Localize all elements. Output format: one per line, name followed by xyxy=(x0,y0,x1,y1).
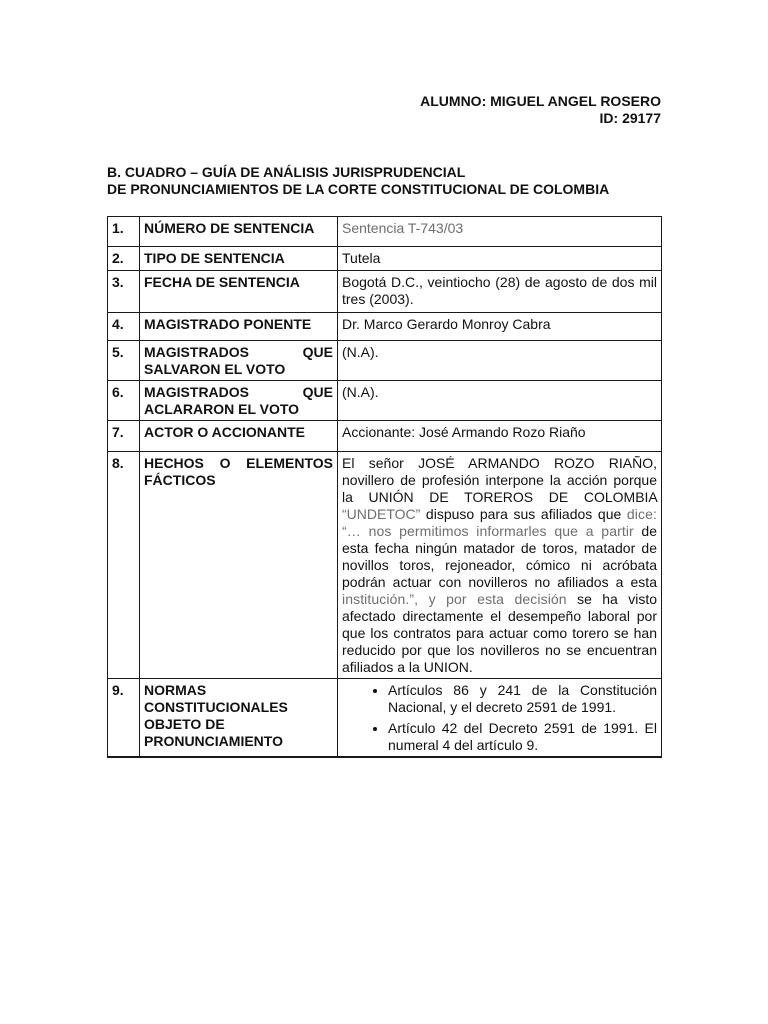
heading-line-2: DE PRONUNCIAMIENTOS DE LA CORTE CONSTITUCIONAL DE COLOMBIA xyxy=(107,181,610,197)
row-number: 3. xyxy=(108,271,140,313)
list-item: • Artículos 86 y 241 de la Constitución Nacional, y el decreto 2591 de 1991. xyxy=(388,682,657,716)
list-item: • Artículo 42 del Decreto 2591 de 1991. El numeral 4 del artículo 9. xyxy=(388,720,657,754)
table-row xyxy=(108,381,662,421)
student-info xyxy=(420,93,661,127)
row-label-line-1: HECHOS O ELEMENTOS xyxy=(144,455,333,471)
row-value: Bogotá D.C., veintiocho (28) de agosto de dos mil tres (2003). xyxy=(338,271,662,313)
row-value xyxy=(338,679,662,758)
heading-line-1: B. CUADRO – GUÍA DE ANÁLISIS JURISPRUDENCIAL xyxy=(107,164,466,180)
row-label: FECHA DE SENTENCIA xyxy=(140,271,338,313)
facts-acronym: “UNDETOC” xyxy=(342,506,421,522)
row-label-line-1: NORMAS CONSTITUCIONALES OBJETO DE xyxy=(144,682,288,732)
table-row xyxy=(108,341,662,381)
row-value: (N.A). xyxy=(338,381,662,421)
table-row xyxy=(108,217,662,247)
row-value: Accionante: José Armando Rozo Riaño xyxy=(338,421,662,452)
table-row xyxy=(108,313,662,341)
analysis-table xyxy=(107,216,662,758)
row-value: Sentencia T-743/03 xyxy=(338,217,662,247)
table-row xyxy=(108,421,662,452)
row-label: NÚMERO DE SENTENCIA xyxy=(140,217,338,247)
facts-text-3: de esta fecha ningún matador de toros, matador de novillos toros, rejoneador, cómico ni acróbata podrán actuar con novilleros no afiliados a esta xyxy=(342,523,657,590)
facts-text-2: dispuso para sus afiliados que xyxy=(420,506,622,522)
row-label-line-2: SALVARON EL VOTO xyxy=(144,361,286,377)
row-label-line-1: MAGISTRADOS QUE xyxy=(144,344,333,360)
row-number: 2. xyxy=(108,247,140,271)
row-label: MAGISTRADO PONENTE xyxy=(140,313,338,341)
facts-text-4: se ha visto afectado directamente el desempeño laboral por que los contratos para actuar como torero se han reducido por que los novilleros no se encuentran afiliados a la UNION. xyxy=(342,591,657,675)
table-row xyxy=(108,247,662,271)
table-row xyxy=(108,679,662,758)
row-label-line-2: FÁCTICOS xyxy=(144,472,216,488)
row-label-line-2: PRONUNCIAMIENTO xyxy=(144,733,283,749)
row-label: ACTOR O ACCIONANTE xyxy=(140,421,338,452)
row-label: TIPO DE SENTENCIA xyxy=(140,247,338,271)
row-label xyxy=(140,381,338,421)
document-heading xyxy=(107,164,667,198)
row-number: 6. xyxy=(108,381,140,421)
row-value: Tutela xyxy=(338,247,662,271)
facts-quote-2: institución.”, y por esta decisión xyxy=(342,591,567,607)
row-value: (N.A). xyxy=(338,341,662,381)
row-value xyxy=(338,452,662,679)
row-label-line-1: MAGISTRADOS QUE xyxy=(144,384,333,400)
table-row xyxy=(108,452,662,679)
row-value: Dr. Marco Gerardo Monroy Cabra xyxy=(338,313,662,341)
row-number: 7. xyxy=(108,421,140,452)
row-number: 8. xyxy=(108,452,140,679)
row-label xyxy=(140,341,338,381)
row-number: 9. xyxy=(108,679,140,758)
row-label xyxy=(140,452,338,679)
row-number: 4. xyxy=(108,313,140,341)
table-row xyxy=(108,271,662,313)
facts-quote-1: dice: “… nos permitimos informarles que a partir xyxy=(342,506,657,539)
norms-list xyxy=(342,682,657,754)
student-id: ID: 29177 xyxy=(599,110,661,126)
row-label-line-2: ACLARARON EL VOTO xyxy=(144,401,300,417)
row-label xyxy=(140,679,338,758)
row-number: 5. xyxy=(108,341,140,381)
student-name: ALUMNO: MIGUEL ANGEL ROSERO xyxy=(420,93,661,109)
facts-text-1: El señor JOSÉ ARMANDO ROZO RIAÑO, novillero de profesión interpone la acción porque la UNIÓN DE TOREROS DE COLOMBIA xyxy=(342,455,657,505)
row-number: 1. xyxy=(108,217,140,247)
